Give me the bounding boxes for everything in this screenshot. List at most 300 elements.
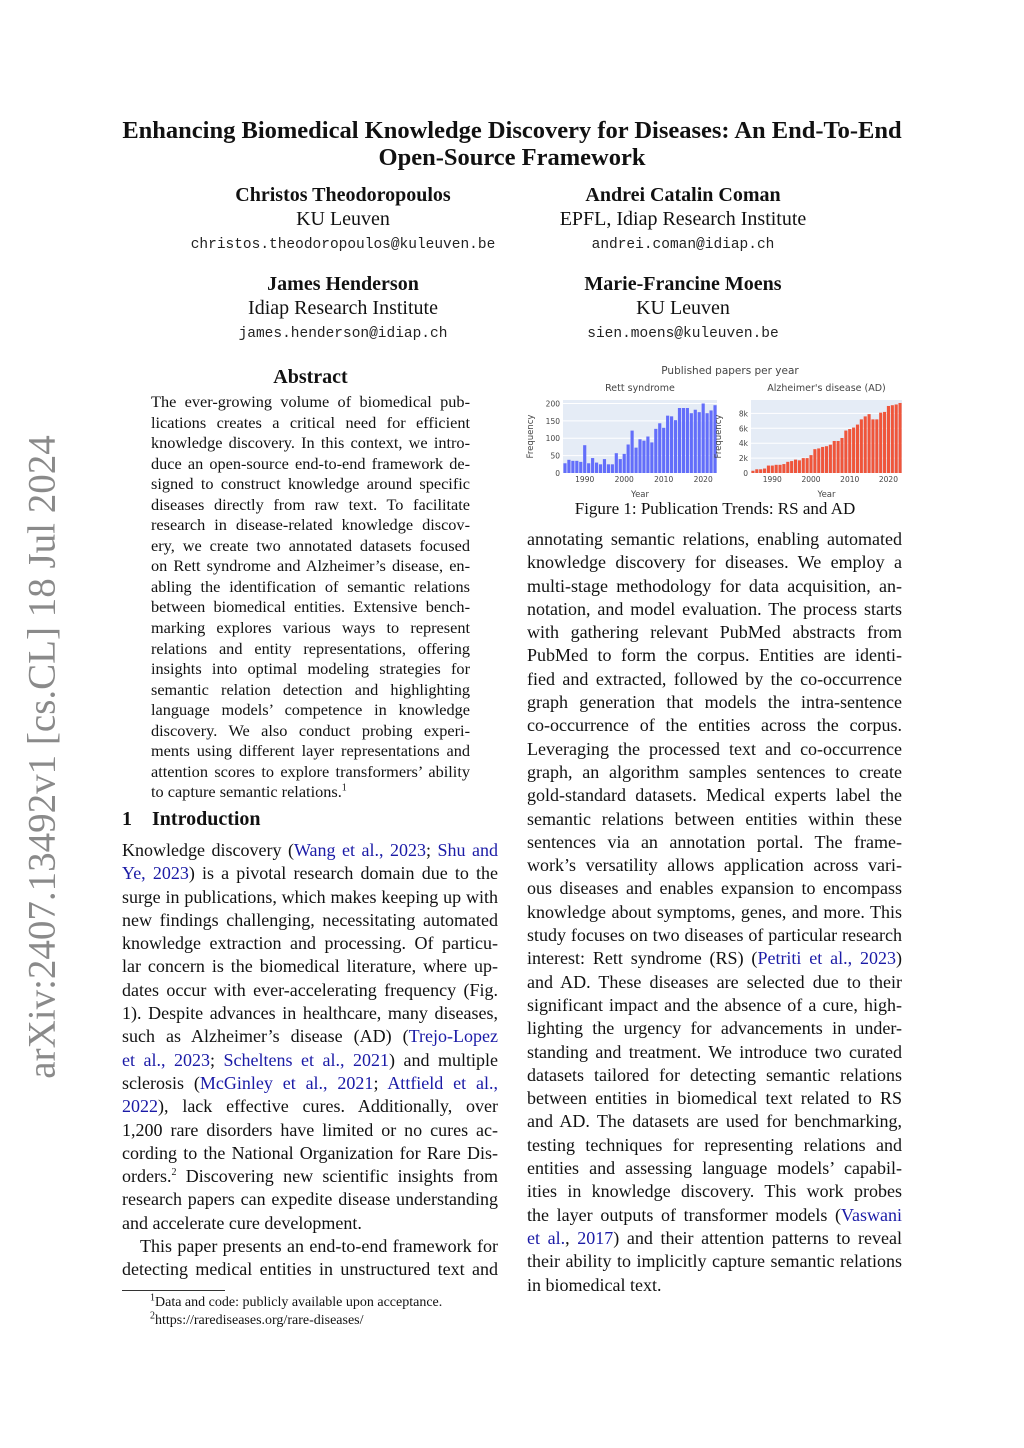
bar-2002 — [631, 431, 634, 473]
text-segment: sclerosis ( — [122, 1072, 200, 1093]
panel-subtitle: Alzheimer's disease (AD) — [767, 383, 886, 394]
y-tick-label: 0 — [555, 469, 560, 478]
text-segment: dates occur with ever-accelerating frequency (Fig. — [122, 979, 498, 1000]
footnote-mark: 1 — [150, 1292, 155, 1304]
bar-1990 — [583, 445, 586, 473]
author-name: Christos Theodoropoulos — [235, 184, 451, 206]
author-email[interactable]: andrei.coman@idiap.ch — [591, 237, 775, 253]
text-line — [122, 1025, 498, 1048]
text-line — [122, 862, 498, 885]
bar-1992 — [591, 458, 594, 473]
bar-2008 — [654, 429, 657, 473]
text-line — [151, 556, 470, 577]
x-axis-label: Year — [631, 490, 649, 500]
text-segment: semantic relation detection and highlighting — [151, 679, 470, 699]
text-line — [527, 668, 902, 691]
right-column-text — [527, 528, 902, 1297]
text-line — [151, 536, 470, 557]
bar-1998 — [615, 453, 618, 473]
bar-2011 — [852, 428, 855, 473]
text-line — [151, 639, 470, 660]
text-segment: abling the identification of semantic relations — [151, 576, 470, 596]
text-segment: and accelerate cure development. — [122, 1212, 362, 1233]
author-name: James Henderson — [267, 273, 419, 295]
bar-2000 — [809, 455, 812, 473]
y-axis-label: Frequency — [526, 414, 536, 459]
text-segment: sentences via an annotation portal. The frame- — [527, 831, 902, 852]
text-segment: notation, and model evaluation. The process starts — [527, 598, 902, 619]
bar-2023 — [899, 403, 902, 473]
bar-2007 — [650, 442, 653, 473]
text-segment: ) and multiple — [389, 1049, 498, 1070]
bar-1989 — [767, 466, 770, 473]
text-segment: to capture semantic relations. — [151, 782, 342, 802]
text-segment: insights into optimal modeling strategies for — [151, 659, 470, 679]
text-line — [122, 1072, 498, 1095]
bar-2016 — [686, 408, 689, 473]
citation-link[interactable]: Trejo-Lopez — [408, 1026, 498, 1047]
bar-2006 — [833, 441, 836, 473]
bar-1985 — [563, 463, 566, 473]
text-segment: cording to the National Organization for Rare Dis- — [122, 1142, 498, 1163]
x-tick-label: 1990 — [575, 475, 595, 484]
y-axis-label: Frequency — [714, 414, 724, 459]
text-segment: datasets tailored for detecting semantic relations — [527, 1064, 902, 1085]
text-line — [151, 762, 470, 783]
text-segment: duce an open-source end-to-end framework de- — [151, 453, 470, 473]
citation-link[interactable]: 2022 — [122, 1096, 158, 1117]
text-segment: testing techniques for representing relations and — [527, 1134, 902, 1155]
text-line — [527, 621, 902, 644]
y-tick-label: 100 — [545, 434, 560, 444]
text-segment: between entities in biomedical text related to RS — [527, 1088, 902, 1109]
text-line — [122, 886, 498, 909]
text-segment: ery, we create two annotated datasets focused — [151, 535, 470, 555]
bar-2017 — [690, 413, 693, 473]
text-line — [527, 808, 902, 831]
bar-2005 — [642, 441, 645, 473]
text-line — [527, 1087, 902, 1110]
text-line — [151, 741, 470, 762]
text-line — [122, 979, 498, 1002]
x-tick-label: 2020 — [693, 475, 713, 484]
bar-1990 — [771, 466, 774, 473]
text-line — [527, 528, 902, 551]
text-line — [527, 691, 902, 714]
text-line — [151, 618, 470, 639]
text-line — [527, 877, 902, 900]
text-line — [527, 947, 902, 970]
text-segment: 1). Despite advances in healthcare, many diseases, — [122, 1003, 498, 1024]
abstract-heading: Abstract — [273, 366, 348, 388]
text-segment: orders. — [122, 1166, 172, 1187]
text-line — [151, 433, 470, 454]
bar-2017 — [875, 419, 878, 473]
bar-2014 — [678, 408, 681, 473]
text-segment: graph generation that models the intra-sentence — [527, 692, 902, 713]
text-segment: on Rett syndrome and Alzheimer’s disease, en- — [151, 556, 470, 576]
text-line — [122, 1235, 498, 1258]
author-affiliation: KU Leuven — [296, 208, 390, 230]
text-segment: PubMed to form the corpus. Entities are identi- — [527, 645, 902, 666]
text-segment: ) — [896, 948, 902, 969]
text-line — [527, 1180, 902, 1203]
section-number: 1 — [122, 808, 132, 830]
text-line — [151, 454, 470, 475]
text-line — [122, 1165, 498, 1188]
bar-2018 — [694, 410, 697, 473]
citation-link[interactable]: Petriti et al., 2023 — [757, 948, 897, 969]
bar-2009 — [844, 431, 847, 473]
text-segment: graph, an algorithm samples sentences to create — [527, 761, 902, 782]
bar-2016 — [871, 419, 874, 473]
bar-2015 — [868, 414, 871, 473]
bar-2010 — [848, 429, 851, 473]
text-segment: This paper presents an end-to-end framework for — [140, 1236, 498, 1257]
bar-2014 — [864, 416, 867, 473]
text-segment: ities in knowledge discovery. This work probes — [527, 1181, 902, 1202]
text-segment: relations and entity representations, offering — [151, 638, 470, 658]
text-line — [527, 575, 902, 598]
text-line — [527, 1274, 902, 1297]
bar-1995 — [790, 461, 793, 473]
bar-2013 — [674, 420, 677, 473]
author-block — [473, 272, 893, 348]
text-segment: Leveraging the processed text and co-occurrence — [527, 738, 902, 759]
text-segment: annotating semantic relations, enabling automated — [527, 529, 902, 549]
text-segment: discovery. We also conduct probing experi- — [151, 720, 470, 740]
text-line — [151, 495, 470, 516]
bar-2022 — [709, 410, 712, 473]
y-tick-label: 50 — [550, 451, 560, 461]
author-email[interactable]: christos.theodoropoulos@kuleuven.be — [190, 237, 496, 253]
text-line — [527, 1041, 902, 1064]
text-line — [151, 474, 470, 495]
footnote-mark[interactable]: 1 — [341, 782, 347, 794]
figure-1-chart — [520, 360, 910, 500]
y-tick-label: 6k — [738, 424, 748, 434]
text-line — [151, 413, 470, 434]
text-line — [151, 515, 470, 536]
footnote-mark[interactable]: 2 — [171, 1167, 177, 1179]
bar-2013 — [860, 419, 863, 473]
x-tick-label: 2000 — [614, 475, 634, 484]
text-line — [122, 909, 498, 932]
x-tick-label: 2000 — [801, 475, 821, 484]
bar-1994 — [599, 464, 602, 473]
arxiv-identifier: arXiv:2407.13492v1 [cs.CL] 18 Jul 2024 — [20, 435, 64, 1079]
footnote-text[interactable]: https://rarediseases.org/rare-diseases/ — [155, 1313, 364, 1328]
bar-1991 — [587, 463, 590, 473]
bar-2001 — [813, 449, 816, 473]
text-line — [151, 659, 470, 680]
citation-link[interactable]: Vaswani — [841, 1204, 902, 1225]
text-segment: detecting medical entities in unstructured text and — [122, 1259, 498, 1280]
text-segment: knowledge extraction and processing. Of particu- — [122, 933, 498, 954]
bar-2004 — [638, 439, 641, 473]
text-segment: in biomedical text. — [527, 1274, 662, 1295]
text-line — [122, 1119, 498, 1142]
text-segment: knowledge about symptoms, genes, and more. This — [527, 901, 902, 922]
text-line — [151, 680, 470, 701]
bar-2008 — [840, 438, 843, 473]
citation-link[interactable]: McGinley et al., 2021 — [199, 1072, 374, 1093]
y-tick-label: 200 — [545, 399, 560, 409]
bar-1988 — [575, 461, 578, 473]
x-tick-label: 1990 — [762, 475, 782, 484]
footnote — [150, 1294, 442, 1312]
text-line — [151, 782, 470, 803]
citation-link[interactable]: Attfield et al., — [387, 1072, 498, 1093]
footnote-mark: 2 — [150, 1310, 155, 1322]
text-segment: research papers can expedite disease understanding — [122, 1189, 498, 1210]
text-segment: fied and extracted, followed by the co-occurrence — [527, 668, 902, 689]
bar-2019 — [698, 412, 701, 473]
text-segment: ) and their attention patterns to reveal — [613, 1227, 902, 1248]
bar-2010 — [662, 428, 665, 473]
text-segment: their ability to implicitly capture semantic relations — [527, 1251, 902, 1272]
author-email[interactable]: james.henderson@idiap.ch — [238, 326, 448, 342]
text-segment: , — [565, 1227, 578, 1248]
text-line — [122, 1142, 498, 1165]
text-line — [151, 721, 470, 742]
text-line — [151, 700, 470, 721]
bar-2020 — [887, 406, 890, 473]
text-segment: new findings challenging, necessitating automated — [122, 909, 498, 930]
figure-caption: Figure 1: Publication Trends: RS and AD — [574, 499, 856, 518]
text-segment: between biomedical entities. Extensive bench- — [151, 597, 470, 617]
footnote-text: Data and code: publicly available upon acceptance. — [155, 1295, 443, 1310]
bar-1988 — [763, 469, 766, 473]
text-segment: attention scores to explore transformers’ ability — [151, 761, 470, 781]
bar-1995 — [603, 459, 606, 473]
y-tick-label: 150 — [545, 416, 560, 426]
citation-link[interactable]: et al., 2023 — [122, 1049, 210, 1070]
chart-title: Published papers per year — [661, 365, 799, 377]
y-tick-label: 2k — [738, 454, 748, 464]
text-segment: Knowledge discovery ( — [122, 840, 294, 860]
bar-1999 — [619, 459, 622, 473]
bar-2022 — [895, 404, 898, 473]
text-segment: standing and treatment. We introduce two curated — [527, 1041, 902, 1062]
text-line — [122, 955, 498, 978]
text-segment: ; — [425, 840, 438, 860]
bar-1998 — [802, 458, 805, 473]
text-line — [527, 738, 902, 761]
bar-1993 — [595, 463, 598, 473]
text-segment: gold-standard datasets. Medical experts label the — [527, 785, 902, 806]
section-heading — [122, 808, 261, 831]
text-line — [122, 1188, 498, 1211]
text-line — [527, 1134, 902, 1157]
x-tick-label: 2010 — [840, 475, 860, 484]
text-line — [527, 551, 902, 574]
text-segment: Discovering new scientific insights from — [176, 1166, 498, 1187]
text-line — [122, 932, 498, 955]
bar-2005 — [829, 445, 832, 473]
author-name: Andrei Catalin Coman — [585, 184, 781, 206]
citation-link[interactable]: et al. — [527, 1227, 566, 1248]
text-line — [527, 598, 902, 621]
bar-2011 — [666, 416, 669, 473]
bar-2018 — [879, 413, 882, 473]
text-line — [122, 1258, 498, 1281]
text-line — [527, 1157, 902, 1180]
author-affiliation: EPFL, Idiap Research Institute — [559, 208, 807, 230]
y-tick-label: 0 — [743, 469, 748, 478]
text-line — [527, 924, 902, 947]
title-line: Open-Source Framework — [378, 144, 646, 171]
bar-1989 — [579, 462, 582, 473]
bar-2001 — [627, 444, 630, 473]
text-line — [122, 1002, 498, 1025]
bar-1996 — [794, 460, 797, 473]
text-segment: co-occurrence of the entities across the corpus. — [527, 715, 902, 736]
text-line — [151, 392, 470, 413]
x-axis-label: Year — [817, 490, 836, 500]
bar-2007 — [837, 441, 840, 473]
bar-2020 — [702, 403, 705, 473]
bar-1987 — [759, 469, 762, 473]
text-segment: lighting the urgency for advancements in under- — [527, 1018, 902, 1039]
text-segment: lications creates a critical need for efficient — [151, 412, 470, 432]
bar-2021 — [706, 413, 709, 473]
bar-1997 — [611, 464, 614, 473]
text-segment: semantic relations between entities within these — [527, 808, 902, 829]
footnote — [150, 1312, 364, 1330]
text-line — [122, 1049, 498, 1072]
text-segment: lar concern is the biomedical literature, where up- — [122, 956, 498, 977]
x-tick-label: 2020 — [878, 475, 898, 484]
text-segment: The ever-growing volume of biomedical pub- — [151, 392, 470, 411]
text-line — [527, 901, 902, 924]
text-segment: significant impact and the absence of a cure, high- — [527, 994, 902, 1015]
text-line — [527, 714, 902, 737]
citation-link[interactable]: Scheltens et al., 2021 — [223, 1049, 389, 1070]
bar-2003 — [821, 447, 824, 473]
text-line — [151, 577, 470, 598]
text-segment: entities and assessing language models’ capabil- — [527, 1158, 902, 1179]
author-email[interactable]: sien.moens@kuleuven.be — [587, 326, 779, 342]
text-line — [122, 1095, 498, 1118]
text-line — [122, 1212, 498, 1235]
text-segment: multi-stage methodology for data acquisition, an- — [527, 575, 902, 596]
bar-2004 — [825, 446, 828, 473]
bar-1993 — [782, 464, 785, 473]
bar-2003 — [634, 448, 637, 473]
text-segment: ous diseases and enables expansion to encompass — [527, 878, 902, 899]
bar-2000 — [623, 454, 626, 473]
bar-2012 — [856, 425, 859, 473]
text-line — [527, 1227, 902, 1250]
text-line — [527, 831, 902, 854]
author-affiliation: KU Leuven — [636, 297, 730, 319]
text-segment: such as Alzheimer’s disease (AD) ( — [122, 1026, 409, 1047]
text-line — [527, 1250, 902, 1273]
text-line — [527, 994, 902, 1017]
text-line — [527, 644, 902, 667]
text-line — [151, 597, 470, 618]
bar-1987 — [571, 461, 574, 473]
bar-2006 — [646, 437, 649, 474]
section-title: Introduction — [152, 808, 261, 830]
text-segment: research in disease-related knowledge discov- — [151, 515, 470, 535]
bar-2012 — [670, 416, 673, 473]
text-segment: language models’ competence in knowledge — [151, 700, 470, 720]
text-segment: ments using different layer representations and — [151, 741, 470, 761]
citation-link[interactable]: 2017 — [577, 1227, 614, 1248]
text-segment: ), lack effective cures. Additionally, over — [158, 1096, 498, 1117]
text-line — [122, 839, 498, 862]
text-segment: and AD. These diseases are selected due to their — [527, 971, 902, 992]
y-tick-label: 8k — [738, 409, 748, 419]
panel-subtitle: Rett syndrome — [605, 383, 675, 394]
author-affiliation: Idiap Research Institute — [248, 297, 438, 319]
text-segment: signed to construct knowledge around specific — [151, 474, 470, 494]
author-block — [473, 183, 893, 259]
text-line — [527, 854, 902, 877]
text-segment: knowledge discovery. In this context, we intro- — [151, 433, 470, 453]
abstract-text — [151, 392, 470, 803]
citation-link[interactable]: Wang et al., 2023 — [293, 840, 426, 860]
text-segment: with gathering relevant PubMed abstracts from — [527, 622, 902, 643]
y-tick-label: 4k — [738, 439, 748, 449]
text-segment: ) is a pivotal research domain due to the — [188, 863, 498, 884]
bar-1991 — [775, 465, 778, 473]
introduction-text — [122, 839, 498, 1282]
bar-2002 — [817, 448, 820, 473]
bar-2021 — [891, 405, 894, 473]
bar-1999 — [806, 458, 809, 473]
title-line: Enhancing Biomedical Knowledge Discovery for Diseases: An End-To-End — [122, 117, 902, 144]
text-segment: interest: Rett syndrome (RS) ( — [527, 948, 758, 969]
bar-1994 — [786, 462, 789, 473]
text-segment: work’s versatility allows application across vari- — [527, 855, 902, 876]
text-line — [527, 1204, 902, 1227]
text-line — [527, 1110, 902, 1133]
bar-1986 — [567, 460, 570, 473]
bar-2015 — [682, 408, 685, 473]
text-line — [527, 1064, 902, 1087]
footnote-divider — [122, 1290, 225, 1291]
bar-2019 — [883, 412, 886, 473]
text-segment: the layer outputs of transformer models ( — [527, 1204, 841, 1225]
text-line — [527, 761, 902, 784]
paper-title — [0, 117, 1024, 171]
text-segment: ; — [210, 1049, 224, 1070]
bar-1992 — [778, 465, 781, 473]
bar-2009 — [658, 423, 661, 473]
bar-1996 — [607, 464, 610, 473]
text-segment: diseases directly from raw text. To facilitate — [151, 494, 470, 514]
text-segment: knowledge discovery for diseases. We employ a — [527, 552, 902, 573]
citation-link[interactable]: Shu and — [437, 840, 498, 860]
text-segment: marking explores various ways to represent — [151, 618, 470, 638]
text-line — [527, 1017, 902, 1040]
citation-link[interactable]: Ye, 2023 — [122, 863, 189, 884]
text-segment: ; — [373, 1072, 388, 1093]
bar-1997 — [798, 460, 801, 473]
text-line — [527, 971, 902, 994]
bar-1986 — [755, 469, 758, 473]
x-tick-label: 2010 — [654, 475, 674, 484]
text-line — [527, 784, 902, 807]
text-segment: study focuses on two diseases of particular research — [527, 925, 902, 946]
text-segment: surge in publications, which makes keeping up with — [122, 886, 498, 907]
bar-1985 — [751, 471, 754, 473]
text-segment: 1,200 rare disorders have limited or no cures ac- — [122, 1119, 498, 1140]
text-segment: and AD. The datasets are used for benchmarking, — [527, 1111, 902, 1132]
